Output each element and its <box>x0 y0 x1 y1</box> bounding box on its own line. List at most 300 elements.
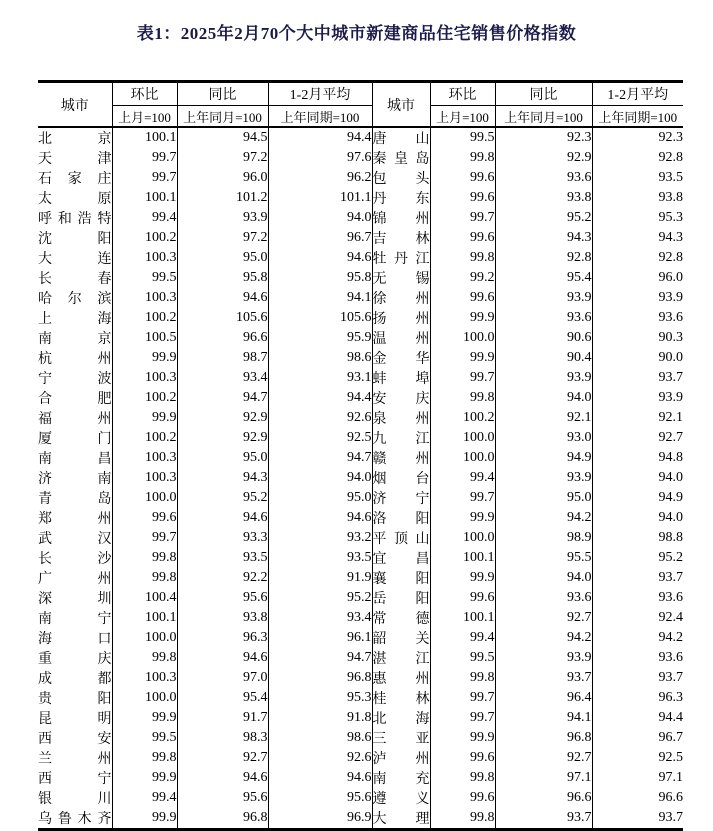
avg-value: 90.3 <box>658 330 683 345</box>
mom-value: 99.5 <box>112 728 177 748</box>
city-cell: 南充 <box>372 768 430 788</box>
mom-value: 100.3 <box>112 468 177 488</box>
mom-value: 99.6 <box>430 228 495 248</box>
avg-value: 94.8 <box>658 450 683 465</box>
avg-value: 94.7 <box>268 448 372 468</box>
avg-value: 98.6 <box>268 348 372 368</box>
table-row <box>38 488 683 508</box>
city-cell: 长沙 <box>38 548 112 568</box>
avg-value: 95.0 <box>268 488 372 508</box>
avg-value: 92.6 <box>268 748 372 768</box>
avg-value: 94.9 <box>658 490 683 505</box>
mom-value: 100.2 <box>112 308 177 328</box>
header-mom-base-right: 上月=100 <box>430 106 495 128</box>
avg-value: 92.4 <box>658 610 683 625</box>
avg-value: 105.6 <box>268 308 372 328</box>
mom-value: 100.0 <box>112 488 177 508</box>
yoy-value: 93.9 <box>495 368 592 388</box>
avg-value: 94.6 <box>268 248 372 268</box>
avg-value: 93.7 <box>658 370 683 385</box>
mom-value: 100.0 <box>430 428 495 448</box>
avg-value: 97.6 <box>268 148 372 168</box>
yoy-value: 91.7 <box>177 708 268 728</box>
table-row <box>38 188 683 208</box>
yoy-value: 92.9 <box>177 428 268 448</box>
mom-value: 99.4 <box>430 468 495 488</box>
city-cell: 重庆 <box>38 648 112 668</box>
mom-value: 99.8 <box>430 768 495 788</box>
city-cell: 惠州 <box>372 668 430 688</box>
table-row <box>38 608 683 628</box>
avg-value: 95.3 <box>268 688 372 708</box>
yoy-value: 90.6 <box>495 328 592 348</box>
yoy-value: 93.7 <box>495 668 592 688</box>
yoy-value: 92.7 <box>177 748 268 768</box>
yoy-value: 93.9 <box>177 208 268 228</box>
yoy-value: 93.3 <box>177 528 268 548</box>
yoy-value: 93.6 <box>495 588 592 608</box>
avg-value: 101.1 <box>268 188 372 208</box>
yoy-value: 95.0 <box>495 488 592 508</box>
yoy-value: 92.2 <box>177 568 268 588</box>
yoy-value: 90.4 <box>495 348 592 368</box>
city-cell: 深圳 <box>38 588 112 608</box>
city-cell: 宜昌 <box>372 548 430 568</box>
header-mom-base-left: 上月=100 <box>112 106 177 128</box>
header-city-left: 城市 <box>38 82 112 128</box>
yoy-value: 96.4 <box>495 688 592 708</box>
city-cell: 洛阳 <box>372 508 430 528</box>
mom-value: 99.9 <box>112 808 177 830</box>
avg-value: 96.3 <box>658 690 683 705</box>
yoy-value: 98.9 <box>495 528 592 548</box>
yoy-value: 93.9 <box>495 288 592 308</box>
avg-value: 93.2 <box>268 528 372 548</box>
city-cell: 岳阳 <box>372 588 430 608</box>
yoy-value: 95.5 <box>495 548 592 568</box>
avg-value: 98.8 <box>658 530 683 545</box>
yoy-value: 96.8 <box>495 728 592 748</box>
city-cell: 平顶山 <box>372 528 430 548</box>
yoy-value: 94.2 <box>495 508 592 528</box>
mom-value: 99.8 <box>112 568 177 588</box>
mom-value: 100.2 <box>430 408 495 428</box>
mom-value: 99.7 <box>430 208 495 228</box>
mom-value: 99.4 <box>112 788 177 808</box>
table-row <box>38 408 683 428</box>
city-cell: 南宁 <box>38 608 112 628</box>
yoy-value: 92.9 <box>495 148 592 168</box>
avg-value: 93.1 <box>268 368 372 388</box>
mom-value: 99.5 <box>430 648 495 668</box>
city-cell: 吉林 <box>372 228 430 248</box>
city-cell: 大理 <box>372 808 430 830</box>
avg-value: 93.7 <box>658 570 683 585</box>
table-row <box>38 248 683 268</box>
table-row <box>38 468 683 488</box>
city-cell: 济南 <box>38 468 112 488</box>
city-cell: 襄阳 <box>372 568 430 588</box>
header-avg-right: 1-2月平均 <box>592 82 683 106</box>
mom-value: 99.6 <box>112 508 177 528</box>
header-row-base <box>38 106 683 128</box>
avg-value: 95.2 <box>268 588 372 608</box>
table-body <box>38 127 683 830</box>
avg-value: 92.8 <box>658 150 683 165</box>
mom-value: 99.8 <box>430 248 495 268</box>
table-row <box>38 788 683 808</box>
avg-value: 96.9 <box>268 808 372 830</box>
mom-value: 99.9 <box>430 508 495 528</box>
yoy-value: 92.1 <box>495 408 592 428</box>
yoy-value: 93.8 <box>177 608 268 628</box>
mom-value: 100.1 <box>112 608 177 628</box>
avg-value: 96.0 <box>658 270 683 285</box>
city-cell: 乌鲁木齐 <box>38 808 112 830</box>
city-cell: 无锡 <box>372 268 430 288</box>
table-row <box>38 388 683 408</box>
mom-value: 99.7 <box>112 148 177 168</box>
yoy-value: 95.0 <box>177 248 268 268</box>
city-cell: 银川 <box>38 788 112 808</box>
yoy-value: 98.3 <box>177 728 268 748</box>
avg-value: 90.0 <box>658 350 683 365</box>
city-cell: 福州 <box>38 408 112 428</box>
city-cell: 秦皇岛 <box>372 148 430 168</box>
yoy-value: 94.1 <box>495 708 592 728</box>
avg-value: 92.3 <box>658 130 683 145</box>
city-cell: 长春 <box>38 268 112 288</box>
page-title: 表1：2025年2月70个大中城市新建商品住宅销售价格指数 <box>136 24 577 43</box>
avg-value: 96.7 <box>268 228 372 248</box>
avg-value: 96.2 <box>268 168 372 188</box>
city-cell: 泸州 <box>372 748 430 768</box>
avg-value: 93.5 <box>268 548 372 568</box>
avg-value: 93.6 <box>658 650 683 665</box>
yoy-value: 94.5 <box>177 127 268 148</box>
city-cell: 宁波 <box>38 368 112 388</box>
yoy-value: 95.2 <box>495 208 592 228</box>
avg-value: 94.0 <box>658 510 683 525</box>
mom-value: 100.1 <box>112 127 177 148</box>
yoy-value: 97.0 <box>177 668 268 688</box>
avg-value: 92.8 <box>658 250 683 265</box>
city-cell: 大连 <box>38 248 112 268</box>
yoy-value: 95.8 <box>177 268 268 288</box>
table-row <box>38 668 683 688</box>
table-row <box>38 628 683 648</box>
city-cell: 包头 <box>372 168 430 188</box>
avg-value: 94.7 <box>268 648 372 668</box>
city-cell: 厦门 <box>38 428 112 448</box>
avg-value: 93.6 <box>658 310 683 325</box>
city-cell: 南京 <box>38 328 112 348</box>
city-cell: 西宁 <box>38 768 112 788</box>
table-row <box>38 688 683 708</box>
city-cell: 蚌埠 <box>372 368 430 388</box>
mom-value: 99.8 <box>112 648 177 668</box>
city-cell: 安庆 <box>372 388 430 408</box>
yoy-value: 95.4 <box>495 268 592 288</box>
city-cell: 昆明 <box>38 708 112 728</box>
city-cell: 韶关 <box>372 628 430 648</box>
mom-value: 100.0 <box>430 528 495 548</box>
avg-value: 95.9 <box>268 328 372 348</box>
mom-value: 100.0 <box>430 448 495 468</box>
avg-value: 92.6 <box>268 408 372 428</box>
mom-value: 100.3 <box>112 248 177 268</box>
mom-value: 99.7 <box>112 168 177 188</box>
header-yoy-right: 同比 <box>495 82 592 106</box>
mom-value: 100.0 <box>430 328 495 348</box>
city-cell: 泉州 <box>372 408 430 428</box>
city-cell: 太原 <box>38 188 112 208</box>
yoy-value: 93.4 <box>177 368 268 388</box>
table-row <box>38 708 683 728</box>
yoy-value: 92.3 <box>495 127 592 148</box>
avg-value: 94.6 <box>268 768 372 788</box>
mom-value: 99.8 <box>430 388 495 408</box>
city-cell: 南昌 <box>38 448 112 468</box>
city-cell: 扬州 <box>372 308 430 328</box>
city-cell: 海口 <box>38 628 112 648</box>
city-cell: 西安 <box>38 728 112 748</box>
city-cell: 济宁 <box>372 488 430 508</box>
city-cell: 常德 <box>372 608 430 628</box>
mom-value: 99.6 <box>430 588 495 608</box>
yoy-value: 94.3 <box>495 228 592 248</box>
mom-value: 99.7 <box>430 368 495 388</box>
yoy-value: 93.5 <box>177 548 268 568</box>
table-row <box>38 428 683 448</box>
mom-value: 99.6 <box>430 168 495 188</box>
table-row <box>38 228 683 248</box>
city-cell: 三亚 <box>372 728 430 748</box>
mom-value: 100.2 <box>112 428 177 448</box>
yoy-value: 97.2 <box>177 148 268 168</box>
city-cell: 桂林 <box>372 688 430 708</box>
avg-value: 92.5 <box>658 750 683 765</box>
header-mom-left: 环比 <box>112 82 177 106</box>
yoy-value: 94.0 <box>495 568 592 588</box>
city-cell: 哈尔滨 <box>38 288 112 308</box>
yoy-value: 93.6 <box>495 168 592 188</box>
header-city-right: 城市 <box>372 82 430 128</box>
city-cell: 湛江 <box>372 648 430 668</box>
avg-value: 94.0 <box>268 468 372 488</box>
mom-value: 100.0 <box>112 628 177 648</box>
city-cell: 合肥 <box>38 388 112 408</box>
yoy-value: 96.6 <box>177 328 268 348</box>
header-avg-base-right: 上年同期=100 <box>598 109 678 125</box>
price-index-table <box>38 80 683 831</box>
mom-value: 99.9 <box>112 348 177 368</box>
table-row <box>38 348 683 368</box>
yoy-value: 95.0 <box>177 448 268 468</box>
mom-value: 99.7 <box>430 708 495 728</box>
yoy-value: 93.9 <box>495 468 592 488</box>
table-row <box>38 268 683 288</box>
city-cell: 徐州 <box>372 288 430 308</box>
yoy-value: 105.6 <box>177 308 268 328</box>
mom-value: 99.9 <box>112 708 177 728</box>
avg-value: 91.8 <box>268 708 372 728</box>
avg-value: 97.1 <box>658 770 683 785</box>
header-avg-base-left: 上年同期=100 <box>268 106 372 128</box>
avg-value: 98.6 <box>268 728 372 748</box>
yoy-value: 94.6 <box>177 768 268 788</box>
avg-value: 94.0 <box>658 470 683 485</box>
yoy-value: 94.6 <box>177 508 268 528</box>
avg-value: 92.5 <box>268 428 372 448</box>
avg-value: 95.8 <box>268 268 372 288</box>
yoy-value: 95.4 <box>177 688 268 708</box>
table-row <box>38 648 683 668</box>
header-yoy-left: 同比 <box>177 82 268 106</box>
avg-value: 96.6 <box>658 790 683 805</box>
table-row <box>38 127 683 148</box>
table-row <box>38 528 683 548</box>
yoy-value: 92.8 <box>495 248 592 268</box>
mom-value: 100.5 <box>112 328 177 348</box>
city-cell: 呼和浩特 <box>38 208 112 228</box>
mom-value: 100.1 <box>112 188 177 208</box>
city-cell: 金华 <box>372 348 430 368</box>
mom-value: 99.8 <box>112 748 177 768</box>
city-cell: 上海 <box>38 308 112 328</box>
avg-value: 93.7 <box>658 810 683 825</box>
mom-value: 99.9 <box>112 768 177 788</box>
yoy-value: 96.8 <box>177 808 268 830</box>
avg-value: 93.9 <box>658 290 683 305</box>
table-row <box>38 768 683 788</box>
yoy-value: 97.2 <box>177 228 268 248</box>
yoy-value: 96.3 <box>177 628 268 648</box>
avg-value: 93.5 <box>658 170 683 185</box>
yoy-value: 98.7 <box>177 348 268 368</box>
city-cell: 遵义 <box>372 788 430 808</box>
table-row <box>38 328 683 348</box>
yoy-value: 101.2 <box>177 188 268 208</box>
mom-value: 99.9 <box>430 728 495 748</box>
city-cell: 成都 <box>38 668 112 688</box>
avg-value: 96.7 <box>658 730 683 745</box>
avg-value: 94.4 <box>268 127 372 148</box>
yoy-value: 97.1 <box>495 768 592 788</box>
mom-value: 99.6 <box>430 188 495 208</box>
mom-value: 99.2 <box>430 268 495 288</box>
table-row <box>38 588 683 608</box>
city-cell: 石家庄 <box>38 168 112 188</box>
city-cell: 北海 <box>372 708 430 728</box>
mom-value: 99.4 <box>112 208 177 228</box>
yoy-value: 92.7 <box>495 608 592 628</box>
city-cell: 丹东 <box>372 188 430 208</box>
mom-value: 99.4 <box>430 628 495 648</box>
mom-value: 99.7 <box>430 488 495 508</box>
avg-value: 92.1 <box>658 410 683 425</box>
yoy-value: 94.0 <box>495 388 592 408</box>
avg-value: 94.4 <box>268 388 372 408</box>
mom-value: 99.8 <box>112 548 177 568</box>
city-cell: 唐山 <box>372 127 430 148</box>
avg-value: 95.3 <box>658 210 683 225</box>
avg-value: 96.8 <box>268 668 372 688</box>
city-cell: 青岛 <box>38 488 112 508</box>
avg-value: 94.3 <box>658 230 683 245</box>
yoy-value: 95.2 <box>177 488 268 508</box>
mom-value: 99.9 <box>112 408 177 428</box>
yoy-value: 93.8 <box>495 188 592 208</box>
city-cell: 沈阳 <box>38 228 112 248</box>
table-row <box>38 808 683 830</box>
table-row <box>38 368 683 388</box>
table-header <box>38 82 683 128</box>
avg-value: 91.9 <box>268 568 372 588</box>
avg-value: 94.2 <box>658 630 683 645</box>
mom-value: 100.3 <box>112 668 177 688</box>
table-row <box>38 308 683 328</box>
mom-value: 100.1 <box>430 608 495 628</box>
yoy-value: 95.6 <box>177 588 268 608</box>
yoy-value: 93.7 <box>495 808 592 830</box>
mom-value: 99.8 <box>430 808 495 830</box>
mom-value: 99.5 <box>430 127 495 148</box>
mom-value: 99.6 <box>430 288 495 308</box>
yoy-value: 94.6 <box>177 288 268 308</box>
yoy-value: 93.0 <box>495 428 592 448</box>
city-cell: 九江 <box>372 428 430 448</box>
city-cell: 温州 <box>372 328 430 348</box>
mom-value: 100.2 <box>112 388 177 408</box>
mom-value: 99.9 <box>430 568 495 588</box>
city-cell: 赣州 <box>372 448 430 468</box>
yoy-value: 95.6 <box>177 788 268 808</box>
avg-value: 96.1 <box>268 628 372 648</box>
avg-value: 94.0 <box>268 208 372 228</box>
mom-value: 99.7 <box>112 528 177 548</box>
yoy-value: 94.9 <box>495 448 592 468</box>
mom-value: 99.9 <box>430 348 495 368</box>
city-cell: 北京 <box>38 127 112 148</box>
yoy-value: 94.7 <box>177 388 268 408</box>
avg-value: 95.6 <box>268 788 372 808</box>
mom-value: 99.5 <box>112 268 177 288</box>
avg-value: 93.4 <box>268 608 372 628</box>
city-cell: 牡丹江 <box>372 248 430 268</box>
yoy-value: 94.6 <box>177 648 268 668</box>
city-cell: 兰州 <box>38 748 112 768</box>
table-row <box>38 168 683 188</box>
avg-value: 92.7 <box>658 430 683 445</box>
city-cell: 烟台 <box>372 468 430 488</box>
avg-value: 93.6 <box>658 590 683 605</box>
mom-value: 99.9 <box>430 308 495 328</box>
mom-value: 100.3 <box>112 448 177 468</box>
table-row <box>38 548 683 568</box>
mom-value: 100.3 <box>112 368 177 388</box>
yoy-value: 94.2 <box>495 628 592 648</box>
mom-value: 100.1 <box>430 548 495 568</box>
mom-value: 100.0 <box>112 688 177 708</box>
mom-value: 99.8 <box>430 668 495 688</box>
mom-value: 99.6 <box>430 788 495 808</box>
header-mom-right: 环比 <box>430 82 495 106</box>
avg-value: 95.2 <box>658 550 683 565</box>
header-yoy-base-right: 上年同月=100 <box>495 106 592 128</box>
header-row-main <box>38 82 683 106</box>
table-row <box>38 728 683 748</box>
